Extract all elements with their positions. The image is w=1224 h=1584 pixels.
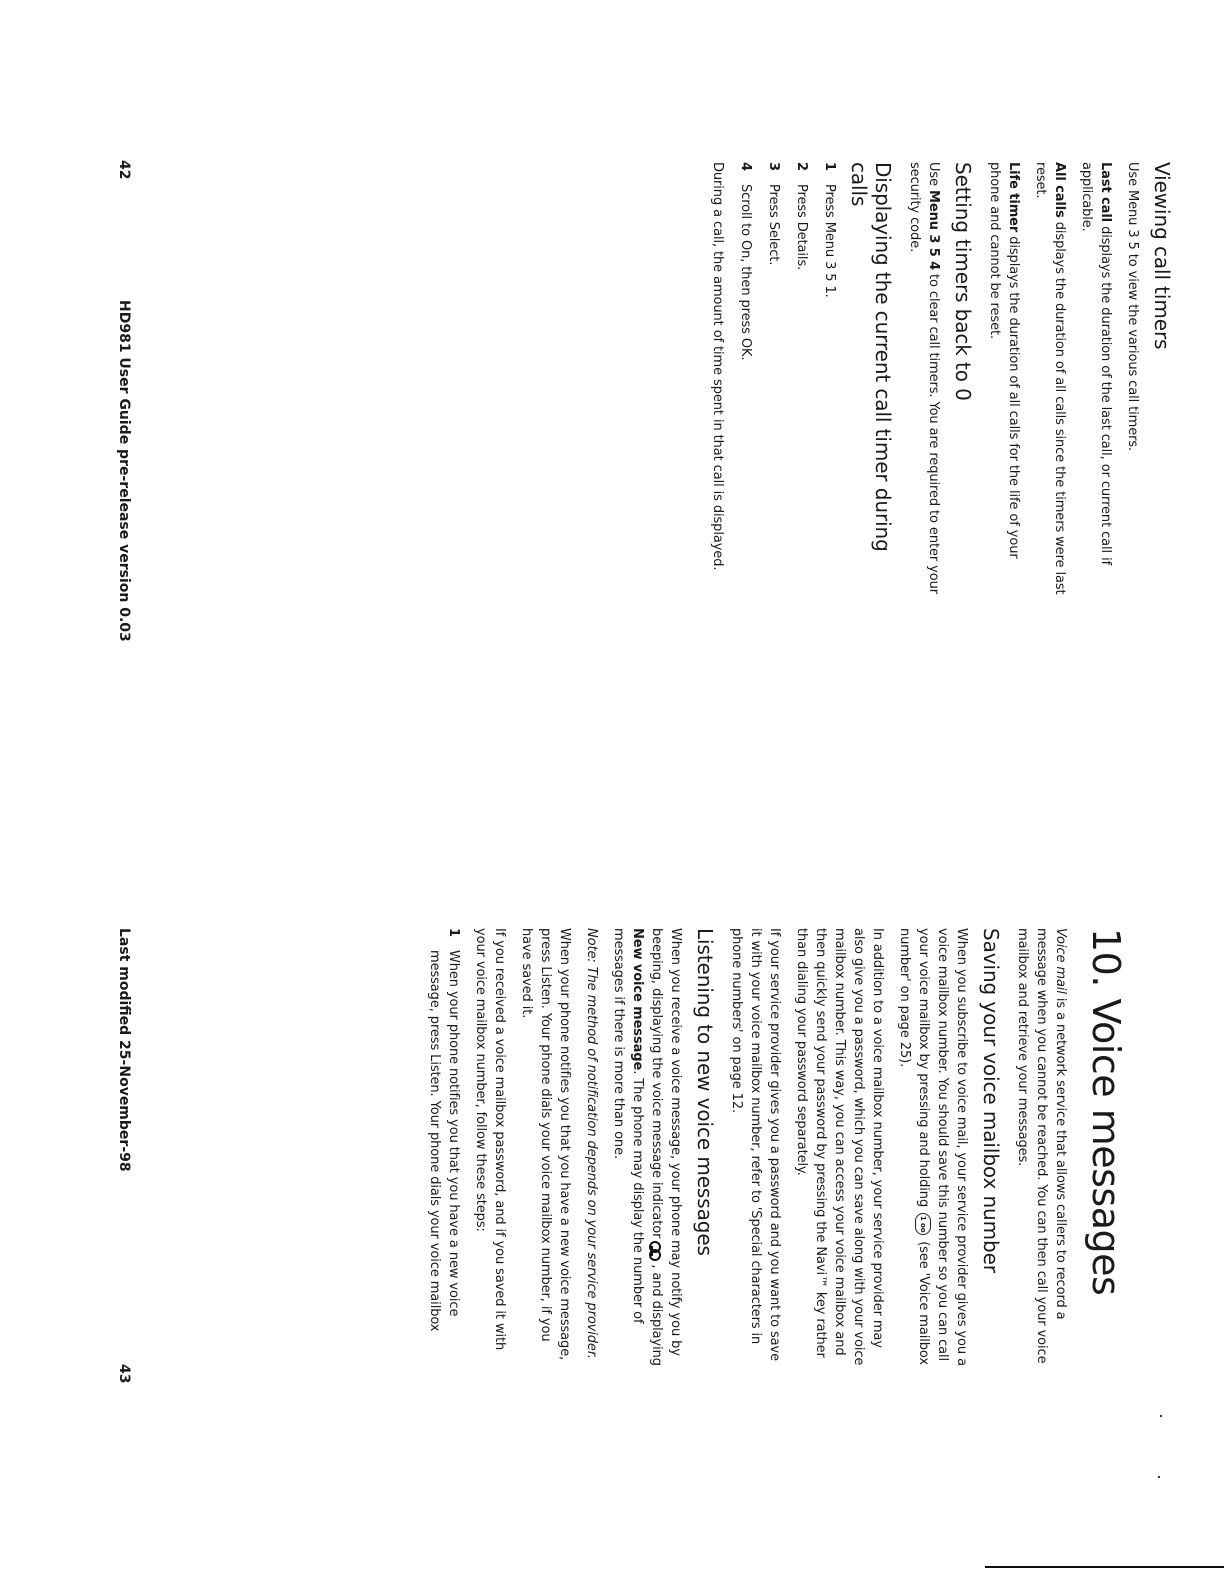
- term-life-timer: Life timer: [1006, 162, 1021, 233]
- heading-viewing-call-timers: Viewing call timers: [1150, 162, 1174, 350]
- footer-last-modified: Last modified 25-November-98: [116, 928, 132, 1172]
- step-number: 2: [794, 162, 809, 171]
- paragraph-closing: During a call, the amount of time spent in that call is displayed.: [710, 162, 725, 571]
- key-1-voicemail-icon: 1 oo: [916, 1213, 932, 1235]
- step-number: 1: [446, 928, 461, 937]
- text-all-calls: displays the duration of all calls since the timers were last reset.: [1033, 162, 1067, 595]
- heading-displaying-call-timer: Displaying the current call timer during calls: [847, 162, 895, 552]
- scan-edge-line: [985, 1566, 1224, 1568]
- step-number: 1: [822, 162, 837, 171]
- text-listening-pre: When you receive a voice message, your phone may notify you by beeping, displaying the voice message indicator: [649, 928, 683, 1356]
- page-43-content: [416, 928, 1128, 1368]
- text-life-timer: displays the duration of all calls for the life of your phone and cannot be reset.: [987, 162, 1021, 559]
- list-item: [764, 162, 783, 602]
- footer-page-number: 42: [116, 160, 132, 180]
- paragraph-listening-3: If you received a voice mailbox password, and if you saved it with your voice mailbox number, follow these steps:: [473, 928, 507, 1351]
- term-menu-354: Menu 3 5 4: [926, 190, 941, 271]
- steps-list: [425, 928, 463, 1368]
- scan-mark: [1160, 1415, 1162, 1417]
- step-text: Press Details.: [794, 184, 809, 271]
- paragraph-all-calls: [1031, 162, 1069, 602]
- heading-setting-timers: Setting timers back to 0: [951, 162, 975, 401]
- list-item: [792, 162, 811, 602]
- voice-message-indicator-icon: [651, 1241, 663, 1261]
- step-number: 3: [766, 162, 781, 171]
- scan-mark: [1158, 1476, 1160, 1478]
- step-text: Scroll to On, then press OK.: [738, 184, 753, 361]
- paragraph-listening-2: When your phone notifies you that you have a new voice message, press Listen. Your phone dials your voice mailbox number, if you have saved it.: [519, 928, 572, 1361]
- term-voice-mail: Voice mail: [1053, 928, 1068, 994]
- step-number: 4: [738, 162, 753, 171]
- paragraph-setting-timers: [905, 162, 943, 602]
- heading-listening: Listening to new voice messages: [693, 928, 717, 1256]
- text-saving-1-end: (see 'Voice mailbox number' on page 25).: [897, 928, 931, 1365]
- paragraph-last-call: [1077, 162, 1115, 602]
- paragraph-listening-1: [609, 928, 685, 1368]
- list-item: [736, 162, 755, 602]
- term-all-calls: All calls: [1052, 162, 1067, 218]
- paragraph-voice-mail-intro: [1013, 928, 1070, 1368]
- paragraph-saving-2: In addition to a voice mailbox number, your service provider may also give you a password, which you can save along with your voice mailbox number. This way, you can access your voice mailbox and then quickly send your password by pressing the Navi™ key rather than dialing your password separately.: [794, 928, 885, 1366]
- list-item: [820, 162, 839, 602]
- paragraph-life-timer: [985, 162, 1023, 602]
- footer-guide-title: HD981 User Guide pre-release version 0.03: [116, 300, 132, 642]
- paragraph-saving-1: [895, 928, 971, 1368]
- paragraph-saving-3: If your service provider gives you a password and you want to save it with your voice mailbox number, refer to 'Special characters in phone numbers' on page 12.: [729, 928, 782, 1362]
- page-42: [0, 0, 1224, 780]
- paragraph-note: Note: The method of notification depends on your service provider.: [584, 928, 599, 1359]
- text-post: to clear call timers. You are required to enter your security code.: [907, 162, 941, 594]
- step-text: When your phone notifies you that you have a new voice message, press Listen. Your phone dials your voice mailbox: [427, 950, 461, 1332]
- text-last-call: displays the duration of the last call, or current call if applicable.: [1079, 162, 1113, 566]
- page-43: [0, 880, 1224, 1584]
- text-listening-mid: , and displaying: [649, 1264, 664, 1366]
- list-item: [425, 928, 463, 1368]
- term-last-call: Last call: [1098, 162, 1113, 223]
- heading-saving-mailbox: Saving your voice mailbox number: [979, 928, 1003, 1273]
- chapter-title: 10. Voice messages: [1084, 928, 1128, 1296]
- paragraph-intro: Use Menu 3 5 to view the various call timers.: [1125, 162, 1140, 452]
- page-42-content: [700, 162, 1174, 602]
- text-saving-1: When you subscribe to voice mail, your service provider gives you a voice mailbox number. You should save this number so you can call your voice mailbox by pressing and holding: [916, 928, 969, 1366]
- term-new-voice-message: New voice message: [630, 928, 645, 1071]
- steps-list: [736, 162, 839, 602]
- step-text: Press Select.: [766, 184, 781, 266]
- footer-page-number: 43: [116, 1364, 132, 1384]
- text-listening-post: . The phone may display the number of messages if there is more than one.: [611, 928, 645, 1324]
- text-voice-mail-intro: is a network service that allows callers to record a message when you cannot be reached. You can then call your voice mailbox and retrieve your messages.: [1015, 928, 1068, 1364]
- step-text: Press Menu 3 5 1.: [822, 184, 837, 298]
- text-pre: Use: [926, 162, 941, 191]
